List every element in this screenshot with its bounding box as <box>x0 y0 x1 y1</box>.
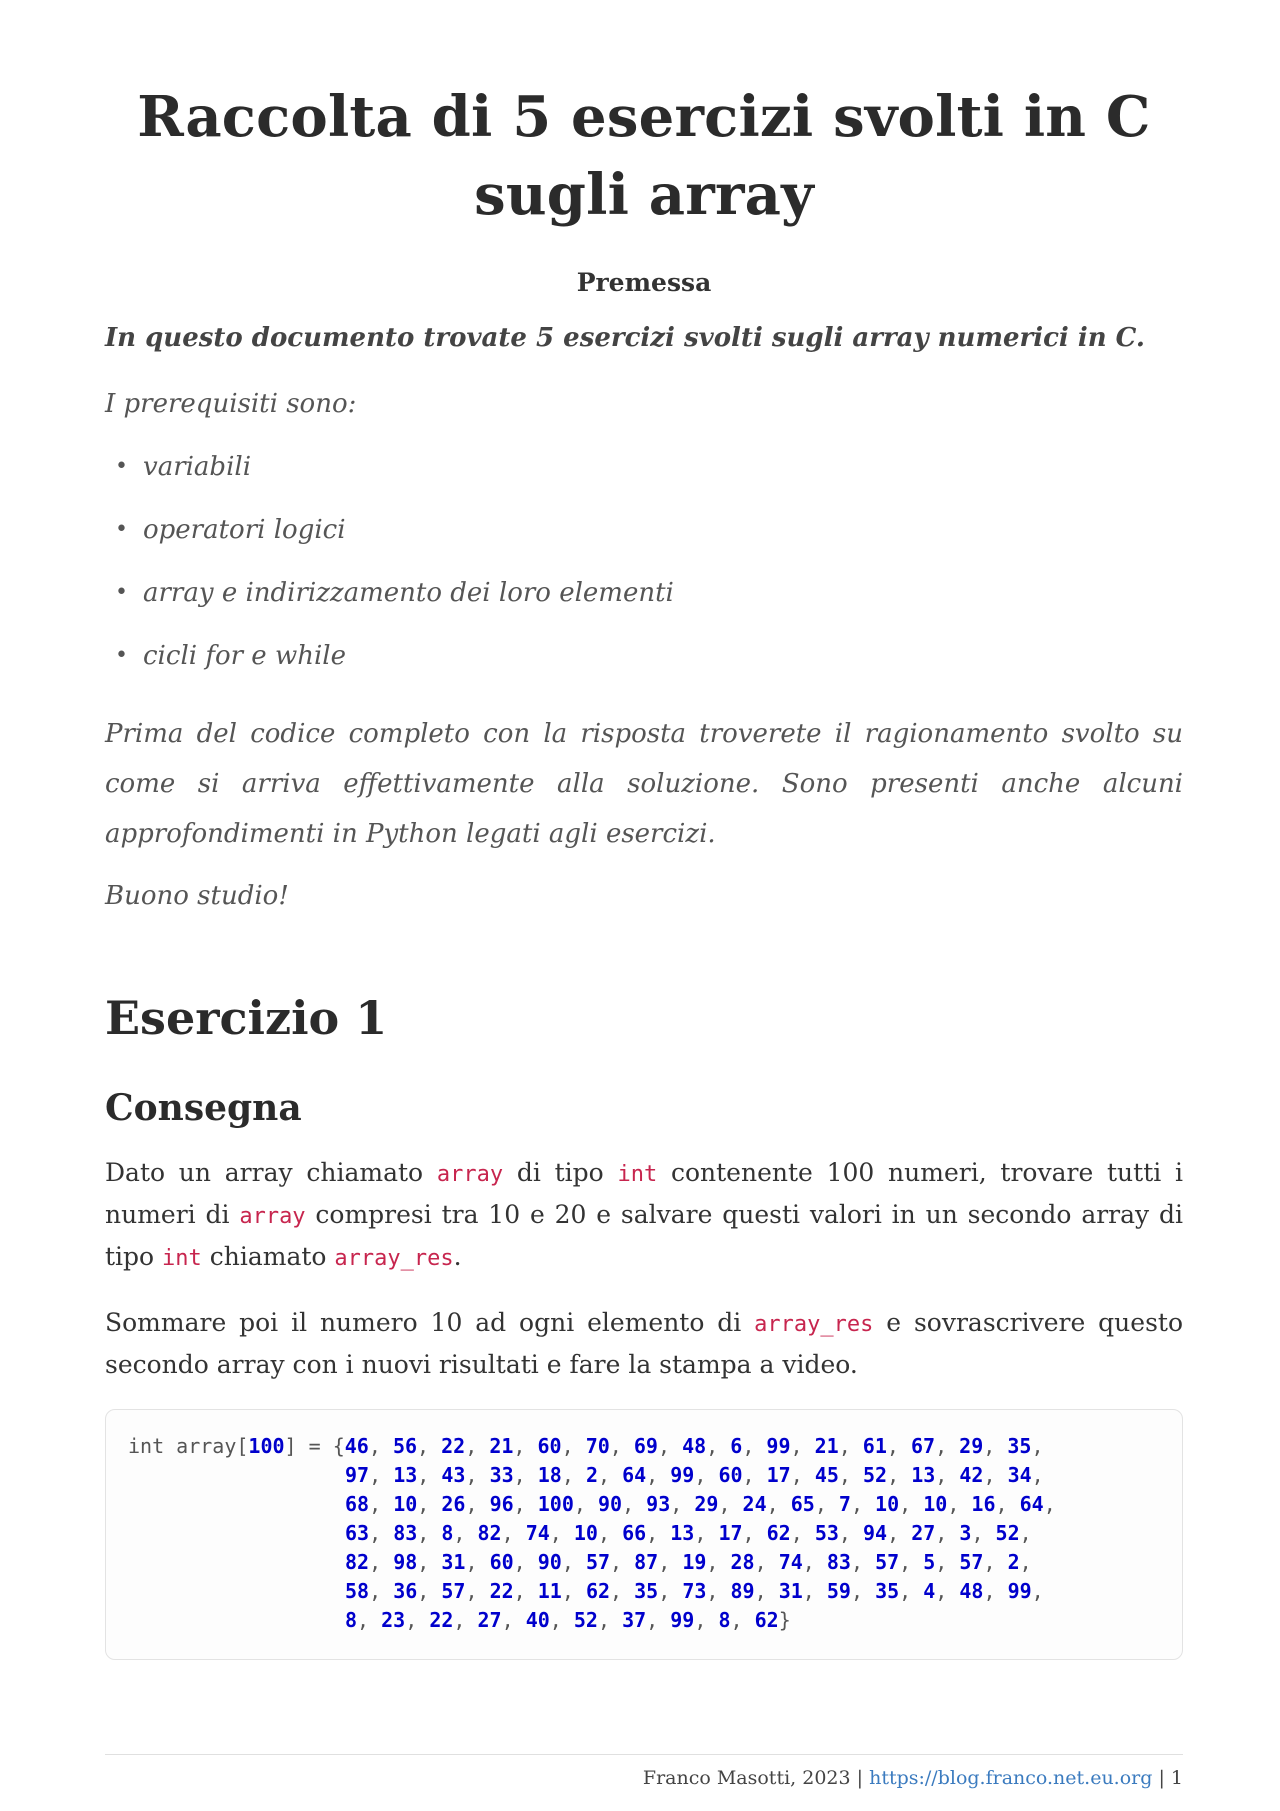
document-page <box>105 0 1183 1660</box>
array-value: 93 <box>646 1492 671 1516</box>
array-value: 53 <box>814 1521 839 1545</box>
list-item: • variabili <box>115 449 1183 512</box>
array-value: 2 <box>585 1463 598 1487</box>
array-value: 68 <box>345 1492 370 1516</box>
array-value: 99 <box>1007 1579 1032 1603</box>
array-value: 48 <box>682 1434 707 1458</box>
code-block <box>105 1409 1183 1660</box>
array-value: 62 <box>754 1608 779 1632</box>
array-value: 74 <box>778 1550 803 1574</box>
array-value: 99 <box>670 1608 695 1632</box>
array-value: 97 <box>345 1463 370 1487</box>
array-value: 60 <box>537 1434 562 1458</box>
inline-code: int <box>162 1246 202 1271</box>
inline-code: array_res <box>754 1312 874 1337</box>
code-line: 97, 13, 43, 33, 18, 2, 64, 99, 60, 17, 45, 52, 13, 42, 34, <box>345 1463 1044 1487</box>
array-value: 28 <box>730 1550 755 1574</box>
array-value: 52 <box>573 1608 598 1632</box>
code-line: 82, 98, 31, 60, 90, 57, 87, 19, 28, 74, 83, 57, 5, 57, 2, <box>345 1550 1032 1574</box>
array-value: 29 <box>694 1492 719 1516</box>
array-value: 7 <box>838 1492 851 1516</box>
array-value: 22 <box>489 1579 514 1603</box>
array-value: 13 <box>670 1521 695 1545</box>
list-item: • operatori logici <box>115 512 1183 575</box>
array-value: 6 <box>730 1434 743 1458</box>
array-value: 99 <box>766 1434 791 1458</box>
array-value: 52 <box>863 1463 888 1487</box>
array-value: 2 <box>1007 1550 1020 1574</box>
array-value: 83 <box>826 1550 851 1574</box>
array-value: 8 <box>345 1608 358 1632</box>
inline-code: array <box>239 1204 306 1229</box>
array-value: 90 <box>537 1550 562 1574</box>
array-value: 83 <box>393 1521 418 1545</box>
array-value: 24 <box>742 1492 767 1516</box>
array-value: 65 <box>790 1492 815 1516</box>
array-value: 34 <box>1007 1463 1032 1487</box>
array-value: 73 <box>682 1579 707 1603</box>
array-value: 23 <box>381 1608 406 1632</box>
inline-code: array <box>436 1162 504 1187</box>
array-value: 5 <box>923 1550 936 1574</box>
footer-link[interactable]: https://blog.franco.net.eu.org <box>869 1767 1153 1789</box>
array-value: 42 <box>959 1463 984 1487</box>
array-value: 22 <box>441 1434 466 1458</box>
array-value: 98 <box>393 1550 418 1574</box>
array-value: 66 <box>622 1521 647 1545</box>
array-value: 57 <box>959 1550 984 1574</box>
array-value: 62 <box>766 1521 791 1545</box>
array-value: 64 <box>622 1463 647 1487</box>
array-value: 57 <box>875 1550 900 1574</box>
inline-code: int <box>617 1162 658 1187</box>
array-value: 87 <box>634 1550 659 1574</box>
inline-code: array_res <box>334 1246 454 1271</box>
array-value: 21 <box>814 1434 839 1458</box>
array-value: 40 <box>525 1608 550 1632</box>
array-value: 22 <box>429 1608 454 1632</box>
array-value: 82 <box>345 1550 370 1574</box>
array-value: 27 <box>477 1608 502 1632</box>
array-value: 57 <box>441 1579 466 1603</box>
prerequisites-intro: I prerequisiti sono: <box>105 389 357 419</box>
array-value: 90 <box>597 1492 623 1516</box>
lead-sentence: In questo documento trovate 5 esercizi svolti sugli array numerici in C. <box>105 323 1145 353</box>
assignment-paragraph-2: Sommare poi il numero 10 ad ogni elemento di array_res e sovrascrivere questo secondo array con i nuovi risultati e fare la stampa a video. <box>105 1308 1183 1379</box>
array-value: 48 <box>959 1579 984 1603</box>
array-value: 21 <box>489 1434 514 1458</box>
array-value: 94 <box>863 1521 888 1545</box>
array-value: 27 <box>911 1521 936 1545</box>
exercise-heading: Esercizio 1 <box>105 991 388 1045</box>
prerequisites-list <box>105 449 1183 701</box>
bullet-icon: • <box>115 643 128 668</box>
array-value: 46 <box>344 1434 369 1458</box>
array-value: 61 <box>862 1434 887 1458</box>
array-value: 31 <box>441 1550 466 1574</box>
code-line: 58, 36, 57, 22, 11, 62, 35, 73, 89, 31, 59, 35, 4, 48, 99, <box>345 1579 1044 1603</box>
array-value: 64 <box>1019 1492 1044 1516</box>
premessa-heading: Premessa <box>576 268 712 297</box>
array-value: 8 <box>441 1521 454 1545</box>
array-value: 33 <box>489 1463 514 1487</box>
array-value: 69 <box>633 1434 658 1458</box>
array-value: 10 <box>393 1492 418 1516</box>
bullet-icon: • <box>115 517 128 542</box>
array-value: 52 <box>995 1521 1020 1545</box>
intro-paragraph: Prima del codice completo con la risposta troverete il ragionamento svolto su come si arriva effettivamente alla soluzione. Sono presenti anche alcuni approfondimenti in Python legati agli esercizi. <box>105 719 1183 849</box>
array-value: 60 <box>718 1463 743 1487</box>
array-value: 56 <box>392 1434 418 1458</box>
array-value: 16 <box>971 1492 996 1516</box>
array-value: 35 <box>1007 1434 1032 1458</box>
list-item: • array e indirizzamento dei loro elementi <box>115 575 1183 638</box>
array-value: 74 <box>525 1521 550 1545</box>
code-line: 63, 83, 8, 82, 74, 10, 66, 13, 17, 62, 53, 94, 27, 3, 52, <box>345 1521 1032 1545</box>
array-value: 67 <box>910 1434 936 1458</box>
array-value: 35 <box>875 1579 900 1603</box>
page-number: 1 <box>1170 1767 1183 1789</box>
array-value: 10 <box>923 1492 948 1516</box>
closing-text: Buono studio! <box>105 881 289 911</box>
list-item: • cicli for e while <box>115 638 1183 701</box>
page-footer: Franco Masotti, 2023 | https://blog.franco.net.eu.org | 1 <box>105 1754 1183 1789</box>
bullet-icon: • <box>115 580 128 605</box>
array-value: 60 <box>489 1550 514 1574</box>
array-value: 45 <box>814 1463 839 1487</box>
array-value: 4 <box>923 1579 936 1603</box>
array-value: 31 <box>778 1579 803 1603</box>
array-value: 11 <box>537 1579 562 1603</box>
array-value: 17 <box>766 1463 791 1487</box>
array-value: 18 <box>537 1463 562 1487</box>
array-value: 82 <box>477 1521 502 1545</box>
array-value: 13 <box>911 1463 936 1487</box>
array-value: 13 <box>393 1463 418 1487</box>
document-title: Raccolta di 5 esercizi svolti in C sugli array <box>137 84 1151 228</box>
array-value: 10 <box>573 1521 598 1545</box>
array-value: 63 <box>345 1521 370 1545</box>
array-value: 58 <box>345 1579 370 1603</box>
array-value: 37 <box>622 1608 647 1632</box>
array-value: 57 <box>585 1550 611 1574</box>
array-value: 89 <box>730 1579 755 1603</box>
array-value: 36 <box>393 1579 418 1603</box>
array-value: 10 <box>875 1492 900 1516</box>
array-value: 99 <box>670 1463 695 1487</box>
array-value: 70 <box>585 1434 610 1458</box>
array-value: 59 <box>826 1579 851 1603</box>
array-value: 100 <box>537 1492 574 1516</box>
code-line: 8, 23, 22, 27, 40, 52, 37, 99, 8, 62} <box>345 1608 791 1632</box>
array-value: 17 <box>718 1521 743 1545</box>
assignment-heading: Consegna <box>105 1087 302 1129</box>
array-value: 26 <box>441 1492 466 1516</box>
array-value: 35 <box>634 1579 659 1603</box>
array-value: 8 <box>718 1608 731 1632</box>
array-value: 43 <box>441 1463 466 1487</box>
array-value: 62 <box>585 1579 611 1603</box>
array-value: 96 <box>489 1492 514 1516</box>
bullet-icon: • <box>115 454 128 479</box>
footer-author: Franco Masotti, 2023 <box>642 1767 851 1789</box>
assignment-paragraph-1: Dato un array chiamato array di tipo int contenente 100 numeri, trovare tutti i numeri di array compresi tra 10 e 20 e salvare questi valori in un secondo array di tipo int chiamato array_res. <box>105 1158 1183 1271</box>
code-line: int array[100] = {46, 56, 22, 21, 60, 70, 69, 48, 6, 99, 21, 61, 67, 29, 35, <box>128 1434 1044 1458</box>
code-line: 68, 10, 26, 96, 100, 90, 93, 29, 24, 65, 7, 10, 10, 16, 64, <box>345 1492 1056 1516</box>
array-value: 19 <box>682 1550 707 1574</box>
array-value: 29 <box>959 1434 984 1458</box>
array-value: 3 <box>959 1521 972 1545</box>
